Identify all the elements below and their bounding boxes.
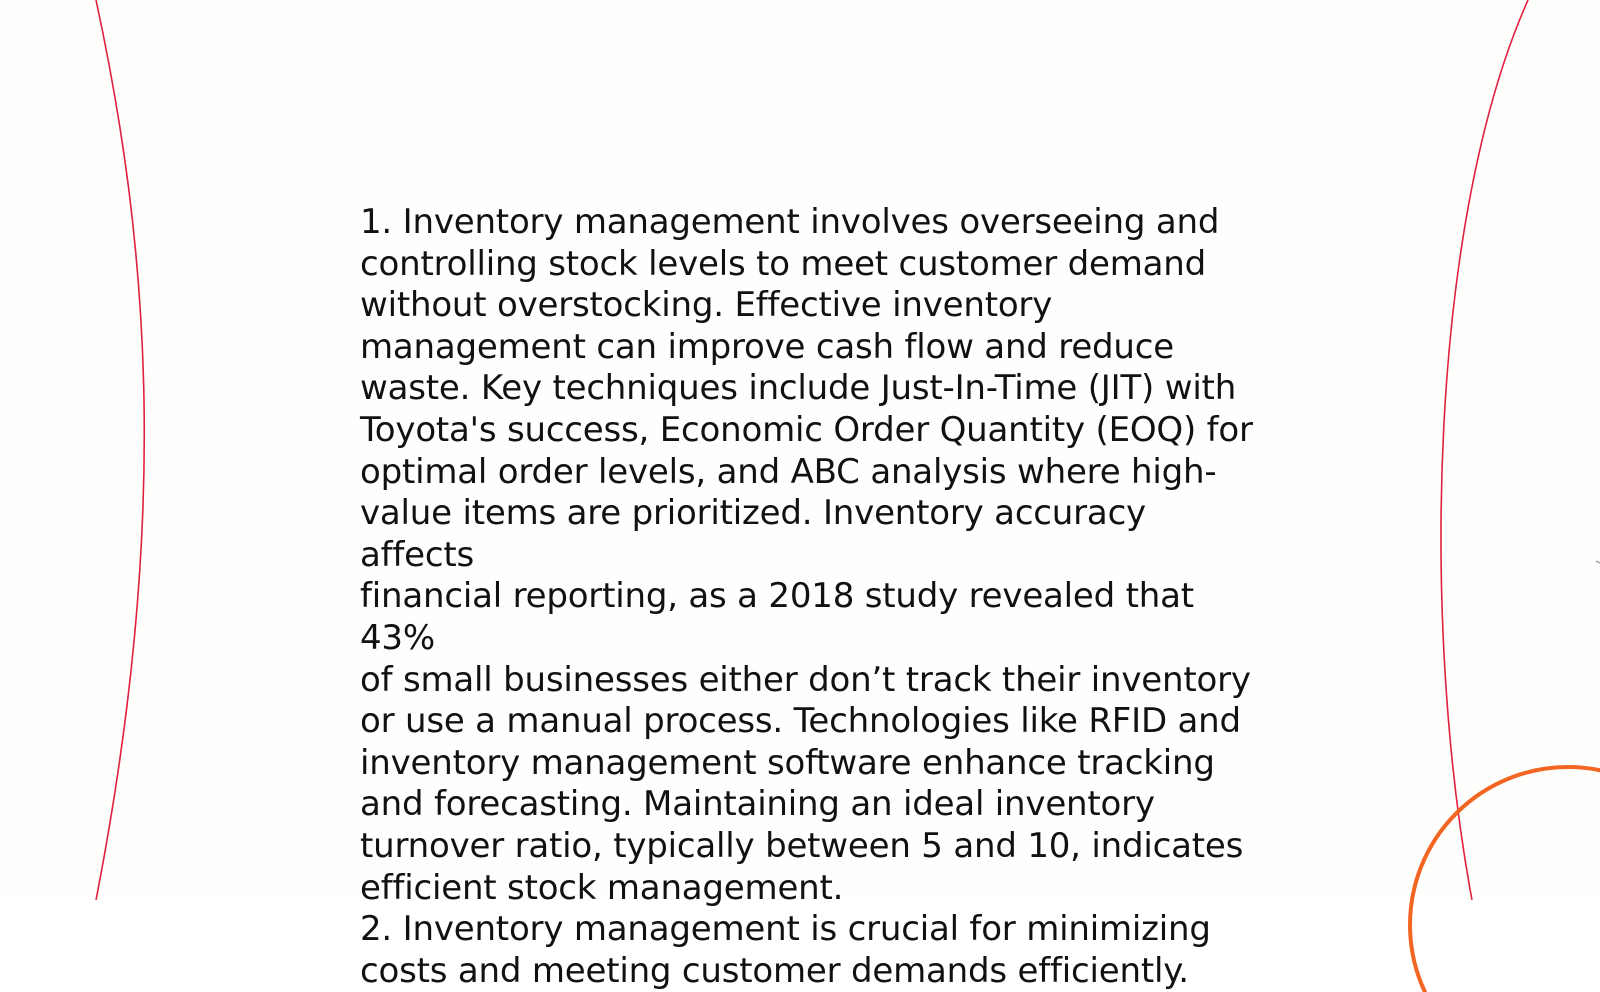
left-curve-line (96, 0, 144, 900)
paragraph-1: 1. Inventory management involves overseeing and controlling stock levels to meet customer demand without overstocking. Effective inventory management can improve cash flow and reduce waste. Key techniques include Just-In-Time (JIT) with Toyota's success, Economic Order Quantity (EOQ) for optimal order levels, and ABC analysis where high- value items are prioritized. Inventory accuracy affects financial reporting, as a 2018 study revealed that 43% of small businesses either don’t track their inventory or use a manual process. Technologies like RFID and inventory management software enhance tracking and forecasting. Maintaining an ideal inventory turnover ratio, typically between 5 and 10, indicates efficient stock management. (360, 202, 1253, 908)
right-curve-line (1441, 0, 1528, 900)
paragraph-2: 2. Inventory management is crucial for minimizing costs and meeting customer demands efficiently. (360, 909, 1211, 991)
slide-body-text (360, 202, 1260, 992)
orange-arc (1410, 767, 1600, 992)
small-mark-icon (1596, 561, 1600, 563)
